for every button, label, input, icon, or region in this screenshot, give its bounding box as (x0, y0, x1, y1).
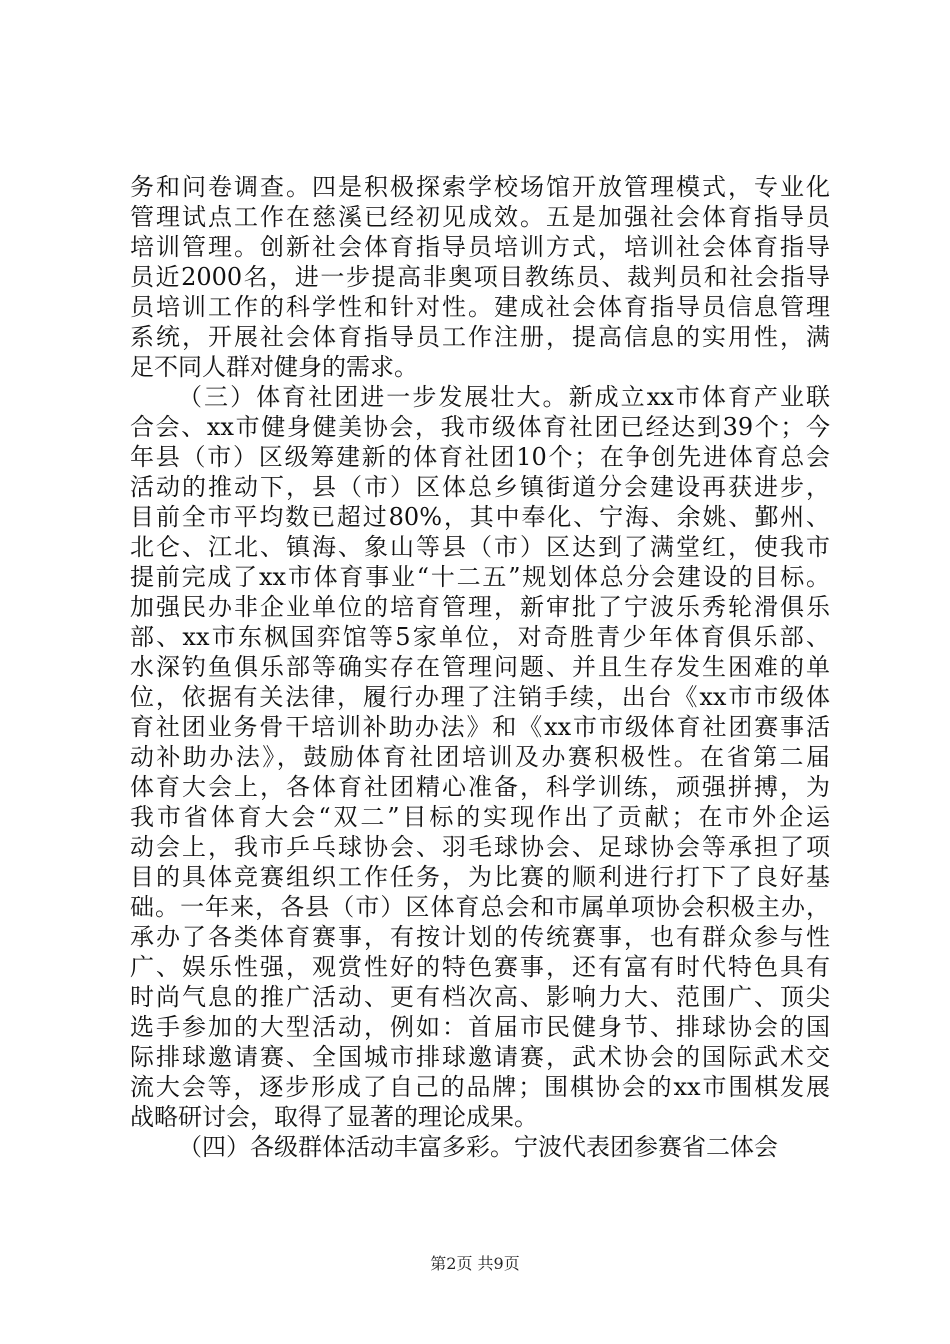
text-line: 承办了各类体育赛事，有按计划的传统赛事，也有群众参与性 (130, 923, 830, 951)
text-line: 合会、xx市健身健美协会，我市级体育社团已经达到39个；今 (130, 413, 830, 441)
text-line: 北仑、江北、镇海、象山等县（市）区达到了满堂红，使我市 (130, 533, 830, 561)
text-line: 管理试点工作在慈溪已经初见成效。五是加强社会体育指导员 (130, 203, 830, 231)
text-line: 提前完成了xx市体育事业“十二五”规划体总分会建设的目标。 (130, 563, 830, 591)
text-line: 培训管理。创新社会体育指导员培训方式，培训社会体育指导 (130, 233, 830, 261)
text-line: 位，依据有关法律，履行办理了注销手续，出台《xx市市级体 (130, 683, 830, 711)
text-line: 动会上，我市乒乓球协会、羽毛球协会、足球协会等承担了项 (130, 833, 830, 861)
text-line: 员培训工作的科学性和针对性。建成社会体育指导员信息管理 (130, 293, 830, 321)
text-line: 活动的推动下，县（市）区体总乡镇街道分会建设再获进步， (130, 473, 830, 501)
text-line: 足不同人群对健身的需求。 (130, 353, 418, 381)
text-line: 体育大会上，各体育社团精心准备，科学训练，顽强拼搏，为 (130, 773, 830, 801)
text-line: 础。一年来，各县（市）区体育总会和市属单项协会积极主办， (130, 893, 830, 921)
text-line: 我市省体育大会“双二”目标的实现作出了贡献；在市外企运 (130, 803, 830, 831)
text-line: 年县（市）区级筹建新的体育社团10个；在争创先进体育总会 (130, 443, 830, 471)
text-line: 务和问卷调查。四是积极探索学校场馆开放管理模式，专业化 (130, 173, 830, 201)
text-line: 战略研讨会，取得了显著的理论成果。 (130, 1103, 538, 1131)
page-footer: 第2页 共9页 (430, 1254, 520, 1273)
text-line: 流大会等，逐步形成了自己的品牌；围棋协会的xx市围棋发展 (130, 1073, 830, 1101)
paragraph-heading: （四）各级群体活动丰富多彩。宁波代表团参赛省二体会 (178, 1133, 778, 1161)
text-line: 系统，开展社会体育指导员工作注册，提高信息的实用性，满 (130, 323, 830, 351)
text-line: 育社团业务骨干培训补助办法》和《xx市市级体育社团赛事活 (130, 713, 830, 741)
text-line: 水深钓鱼俱乐部等确实存在管理问题、并且生存发生困难的单 (130, 653, 830, 681)
paragraph-heading: （三）体育社团进一步发展壮大。新成立xx市体育产业联 (178, 383, 830, 411)
text-line: 加强民办非企业单位的培育管理，新审批了宁波乐秀轮滑俱乐 (130, 593, 830, 621)
text-line: 时尚气息的推广活动、更有档次高、影响力大、范围广、顶尖 (130, 983, 830, 1011)
text-line: 目的具体竞赛组织工作任务，为比赛的顺利进行打下了良好基 (130, 863, 830, 891)
text-line: 动补助办法》，鼓励体育社团培训及办赛积极性。在省第二届 (130, 743, 830, 771)
text-line: 际排球邀请赛、全国城市排球邀请赛，武术协会的国际武术交 (130, 1043, 830, 1071)
text-line: 目前全市平均数已超过80%，其中奉化、宁海、余姚、鄞州、 (130, 503, 830, 531)
text-line: 员近2000名，进一步提高非奥项目教练员、裁判员和社会指导 (130, 263, 830, 291)
text-line: 广、娱乐性强，观赏性好的特色赛事，还有富有时代特色具有 (130, 953, 830, 981)
text-line: 选手参加的大型活动，例如：首届市民健身节、排球协会的国 (130, 1013, 830, 1041)
text-line: 部、xx市东枫国弈馆等5家单位，对奇胜青少年体育俱乐部、 (130, 623, 830, 651)
